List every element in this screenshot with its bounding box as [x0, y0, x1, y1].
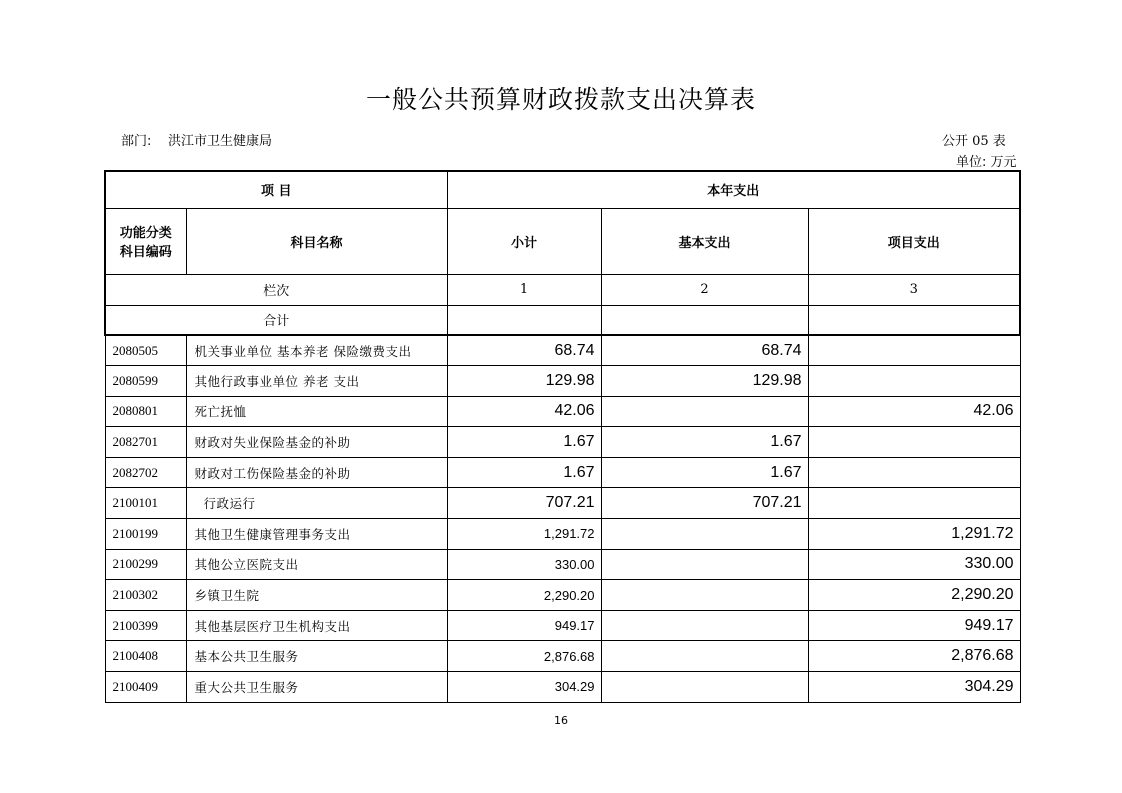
page-number: 16: [554, 714, 568, 727]
row-project: 330.00: [808, 549, 1020, 580]
department-label: 部门:: [121, 134, 152, 149]
header-func-code: [105, 208, 186, 274]
row-basic: 129.98: [601, 366, 808, 397]
row-project: [808, 457, 1020, 488]
row-subtotal: 1,291.72: [447, 519, 601, 550]
row-subtotal: 304.29: [447, 672, 601, 703]
row-subject-name: 机关事业单位 基本养老 保险缴费支出: [186, 335, 447, 366]
row-code: 2100101: [105, 488, 186, 519]
row-subject-name: 财政对失业保险基金的补助: [186, 427, 447, 458]
row-code: 2080505: [105, 335, 186, 366]
row-subject-name: 重大公共卫生服务: [186, 672, 447, 703]
total-project: [808, 305, 1020, 335]
row-project: 2,290.20: [808, 580, 1020, 611]
row-project: [808, 335, 1020, 366]
row-basic: [601, 641, 808, 672]
table-row: [105, 672, 1020, 703]
header-func-code-line1: 功能分类: [119, 226, 172, 241]
row-basic: [601, 672, 808, 703]
row-project: 1,291.72: [808, 519, 1020, 550]
table-row: [105, 427, 1020, 458]
row-subject-name: 其他行政事业单位 养老 支出: [186, 366, 447, 397]
row-subject-name: 其他卫生健康管理事务支出: [186, 519, 447, 550]
row-project: 949.17: [808, 610, 1020, 641]
row-code: 2100399: [105, 610, 186, 641]
table-row: [105, 580, 1020, 611]
table-row: [105, 366, 1020, 397]
row-subtotal: 2,876.68: [447, 641, 601, 672]
row-subtotal: 68.74: [447, 335, 601, 366]
row-basic: [601, 549, 808, 580]
row-basic: 707.21: [601, 488, 808, 519]
row-project: 42.06: [808, 396, 1020, 427]
department-name: 洪江市卫生健康局: [168, 134, 273, 149]
row-subtotal: 2,290.20: [447, 580, 601, 611]
row-code: 2082701: [105, 427, 186, 458]
row-subtotal: 42.06: [447, 396, 601, 427]
total-basic: [601, 305, 808, 335]
row-code: 2080599: [105, 366, 186, 397]
row-code: 2100302: [105, 580, 186, 611]
table-row: [105, 457, 1020, 488]
table-row: [105, 335, 1020, 366]
header-func-code-line2: 科目编码: [119, 245, 172, 260]
header-project-expense: 项目支出: [808, 208, 1020, 274]
row-basic: [601, 580, 808, 611]
table-row: [105, 519, 1020, 550]
row-subtotal: 1.67: [447, 457, 601, 488]
row-code: 2100199: [105, 519, 186, 550]
table-row: [105, 488, 1020, 519]
table-row: [105, 549, 1020, 580]
header-basic: 基本支出: [601, 208, 808, 274]
row-subject-name: 财政对工伤保险基金的补助: [186, 457, 447, 488]
row-project: 2,876.68: [808, 641, 1020, 672]
row-subject-name: 乡镇卫生院: [186, 580, 447, 611]
row-subject-name: 行政运行: [186, 488, 447, 519]
row-subtotal: 330.00: [447, 549, 601, 580]
form-number: 公开 05 表: [942, 134, 1006, 149]
row-subject-name: 基本公共卫生服务: [186, 641, 447, 672]
row-subject-name: 其他公立医院支出: [186, 549, 447, 580]
header-subtotal: 小计: [447, 208, 601, 274]
row-code: 2100299: [105, 549, 186, 580]
total-subtotal: [447, 305, 601, 335]
page-title: 一般公共预算财政拨款支出决算表: [365, 85, 756, 114]
column-index-2: 2: [601, 274, 808, 305]
row-code: 2100409: [105, 672, 186, 703]
table-row: [105, 396, 1020, 427]
row-subtotal: 1.67: [447, 427, 601, 458]
header-year-expense: 本年支出: [447, 171, 1020, 208]
row-subtotal: 129.98: [447, 366, 601, 397]
header-project: 项 目: [105, 171, 447, 208]
row-project: [808, 488, 1020, 519]
column-index-3: 3: [808, 274, 1020, 305]
expenditure-table: [104, 170, 1021, 703]
row-subtotal: 949.17: [447, 610, 601, 641]
row-basic: 68.74: [601, 335, 808, 366]
row-code: 2080801: [105, 396, 186, 427]
unit-label: 单位: 万元: [956, 155, 1017, 170]
table-row: [105, 641, 1020, 672]
column-index-1: 1: [447, 274, 601, 305]
row-code: 2082702: [105, 457, 186, 488]
row-basic: 1.67: [601, 457, 808, 488]
table-row: [105, 610, 1020, 641]
column-index-label: 栏次: [105, 274, 447, 305]
header-subject-name: 科目名称: [186, 208, 447, 274]
row-subtotal: 707.21: [447, 488, 601, 519]
row-basic: [601, 396, 808, 427]
row-code: 2100408: [105, 641, 186, 672]
row-subject-name: 死亡抚恤: [186, 396, 447, 427]
total-label: 合计: [105, 305, 447, 335]
row-basic: [601, 610, 808, 641]
row-basic: [601, 519, 808, 550]
row-subject-name: 其他基层医疗卫生机构支出: [186, 610, 447, 641]
row-project: [808, 366, 1020, 397]
row-project: [808, 427, 1020, 458]
row-project: 304.29: [808, 672, 1020, 703]
row-basic: 1.67: [601, 427, 808, 458]
